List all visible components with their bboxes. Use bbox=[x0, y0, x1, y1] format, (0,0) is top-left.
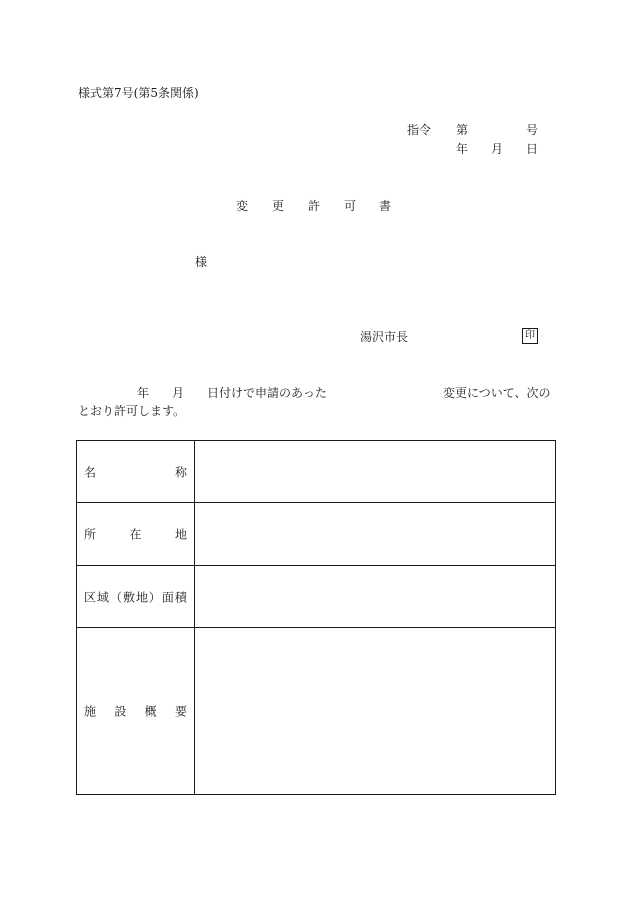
label-char: 設 bbox=[114, 704, 127, 719]
value-area[interactable] bbox=[195, 566, 556, 628]
label-char: （ bbox=[109, 590, 122, 604]
label-char: 敷 bbox=[122, 590, 135, 604]
date-year: 年 bbox=[456, 142, 469, 156]
table-row bbox=[77, 441, 556, 503]
title-char: 書 bbox=[379, 199, 392, 213]
table-row bbox=[77, 503, 556, 566]
label-area bbox=[77, 566, 195, 628]
label-char: 積 bbox=[174, 590, 187, 604]
label-facility-overview bbox=[77, 628, 195, 795]
label-name bbox=[77, 441, 195, 503]
title-char: 許 bbox=[308, 199, 321, 213]
value-location[interactable] bbox=[195, 503, 556, 566]
ref-shirei: 指令 bbox=[407, 123, 432, 137]
label-char: 面 bbox=[161, 590, 174, 604]
label-char: ） bbox=[148, 590, 161, 604]
body-line2: とおり許可します。 bbox=[78, 404, 186, 418]
form-number: 様式第7号(第5条関係) bbox=[78, 86, 199, 100]
addressee-suffix: 様 bbox=[195, 255, 208, 269]
label-char: 施 bbox=[84, 704, 97, 719]
body-mid: 日付けで申請のあった bbox=[207, 386, 327, 400]
label-char: 地 bbox=[135, 590, 148, 604]
title-char: 可 bbox=[344, 199, 357, 213]
table-row bbox=[77, 566, 556, 628]
seal-mark: 印 bbox=[522, 328, 538, 344]
date-month: 月 bbox=[491, 142, 504, 156]
body-month: 月 bbox=[172, 386, 185, 400]
table-row bbox=[77, 628, 556, 795]
label-char: 地 bbox=[174, 527, 187, 542]
value-facility-overview[interactable] bbox=[195, 628, 556, 795]
ref-dai: 第 bbox=[456, 123, 469, 137]
value-name[interactable] bbox=[195, 441, 556, 503]
label-char: 所 bbox=[84, 527, 97, 542]
ref-go: 号 bbox=[526, 123, 539, 137]
label-char: 区 bbox=[84, 590, 97, 604]
title-char: 更 bbox=[272, 199, 285, 213]
title-char: 変 bbox=[236, 199, 249, 213]
label-char: 要 bbox=[174, 704, 187, 719]
label-char: 概 bbox=[144, 704, 157, 719]
issuer-name: 湯沢市長 bbox=[360, 330, 409, 344]
details-table bbox=[76, 440, 556, 795]
body-tail: 変更について、次の bbox=[443, 386, 551, 400]
label-location bbox=[77, 503, 195, 566]
label-char: 域 bbox=[96, 590, 109, 604]
label-char: 在 bbox=[129, 527, 142, 542]
body-year: 年 bbox=[137, 386, 150, 400]
label-char: 称 bbox=[174, 465, 187, 479]
date-day: 日 bbox=[526, 142, 539, 156]
label-char: 名 bbox=[84, 465, 97, 479]
